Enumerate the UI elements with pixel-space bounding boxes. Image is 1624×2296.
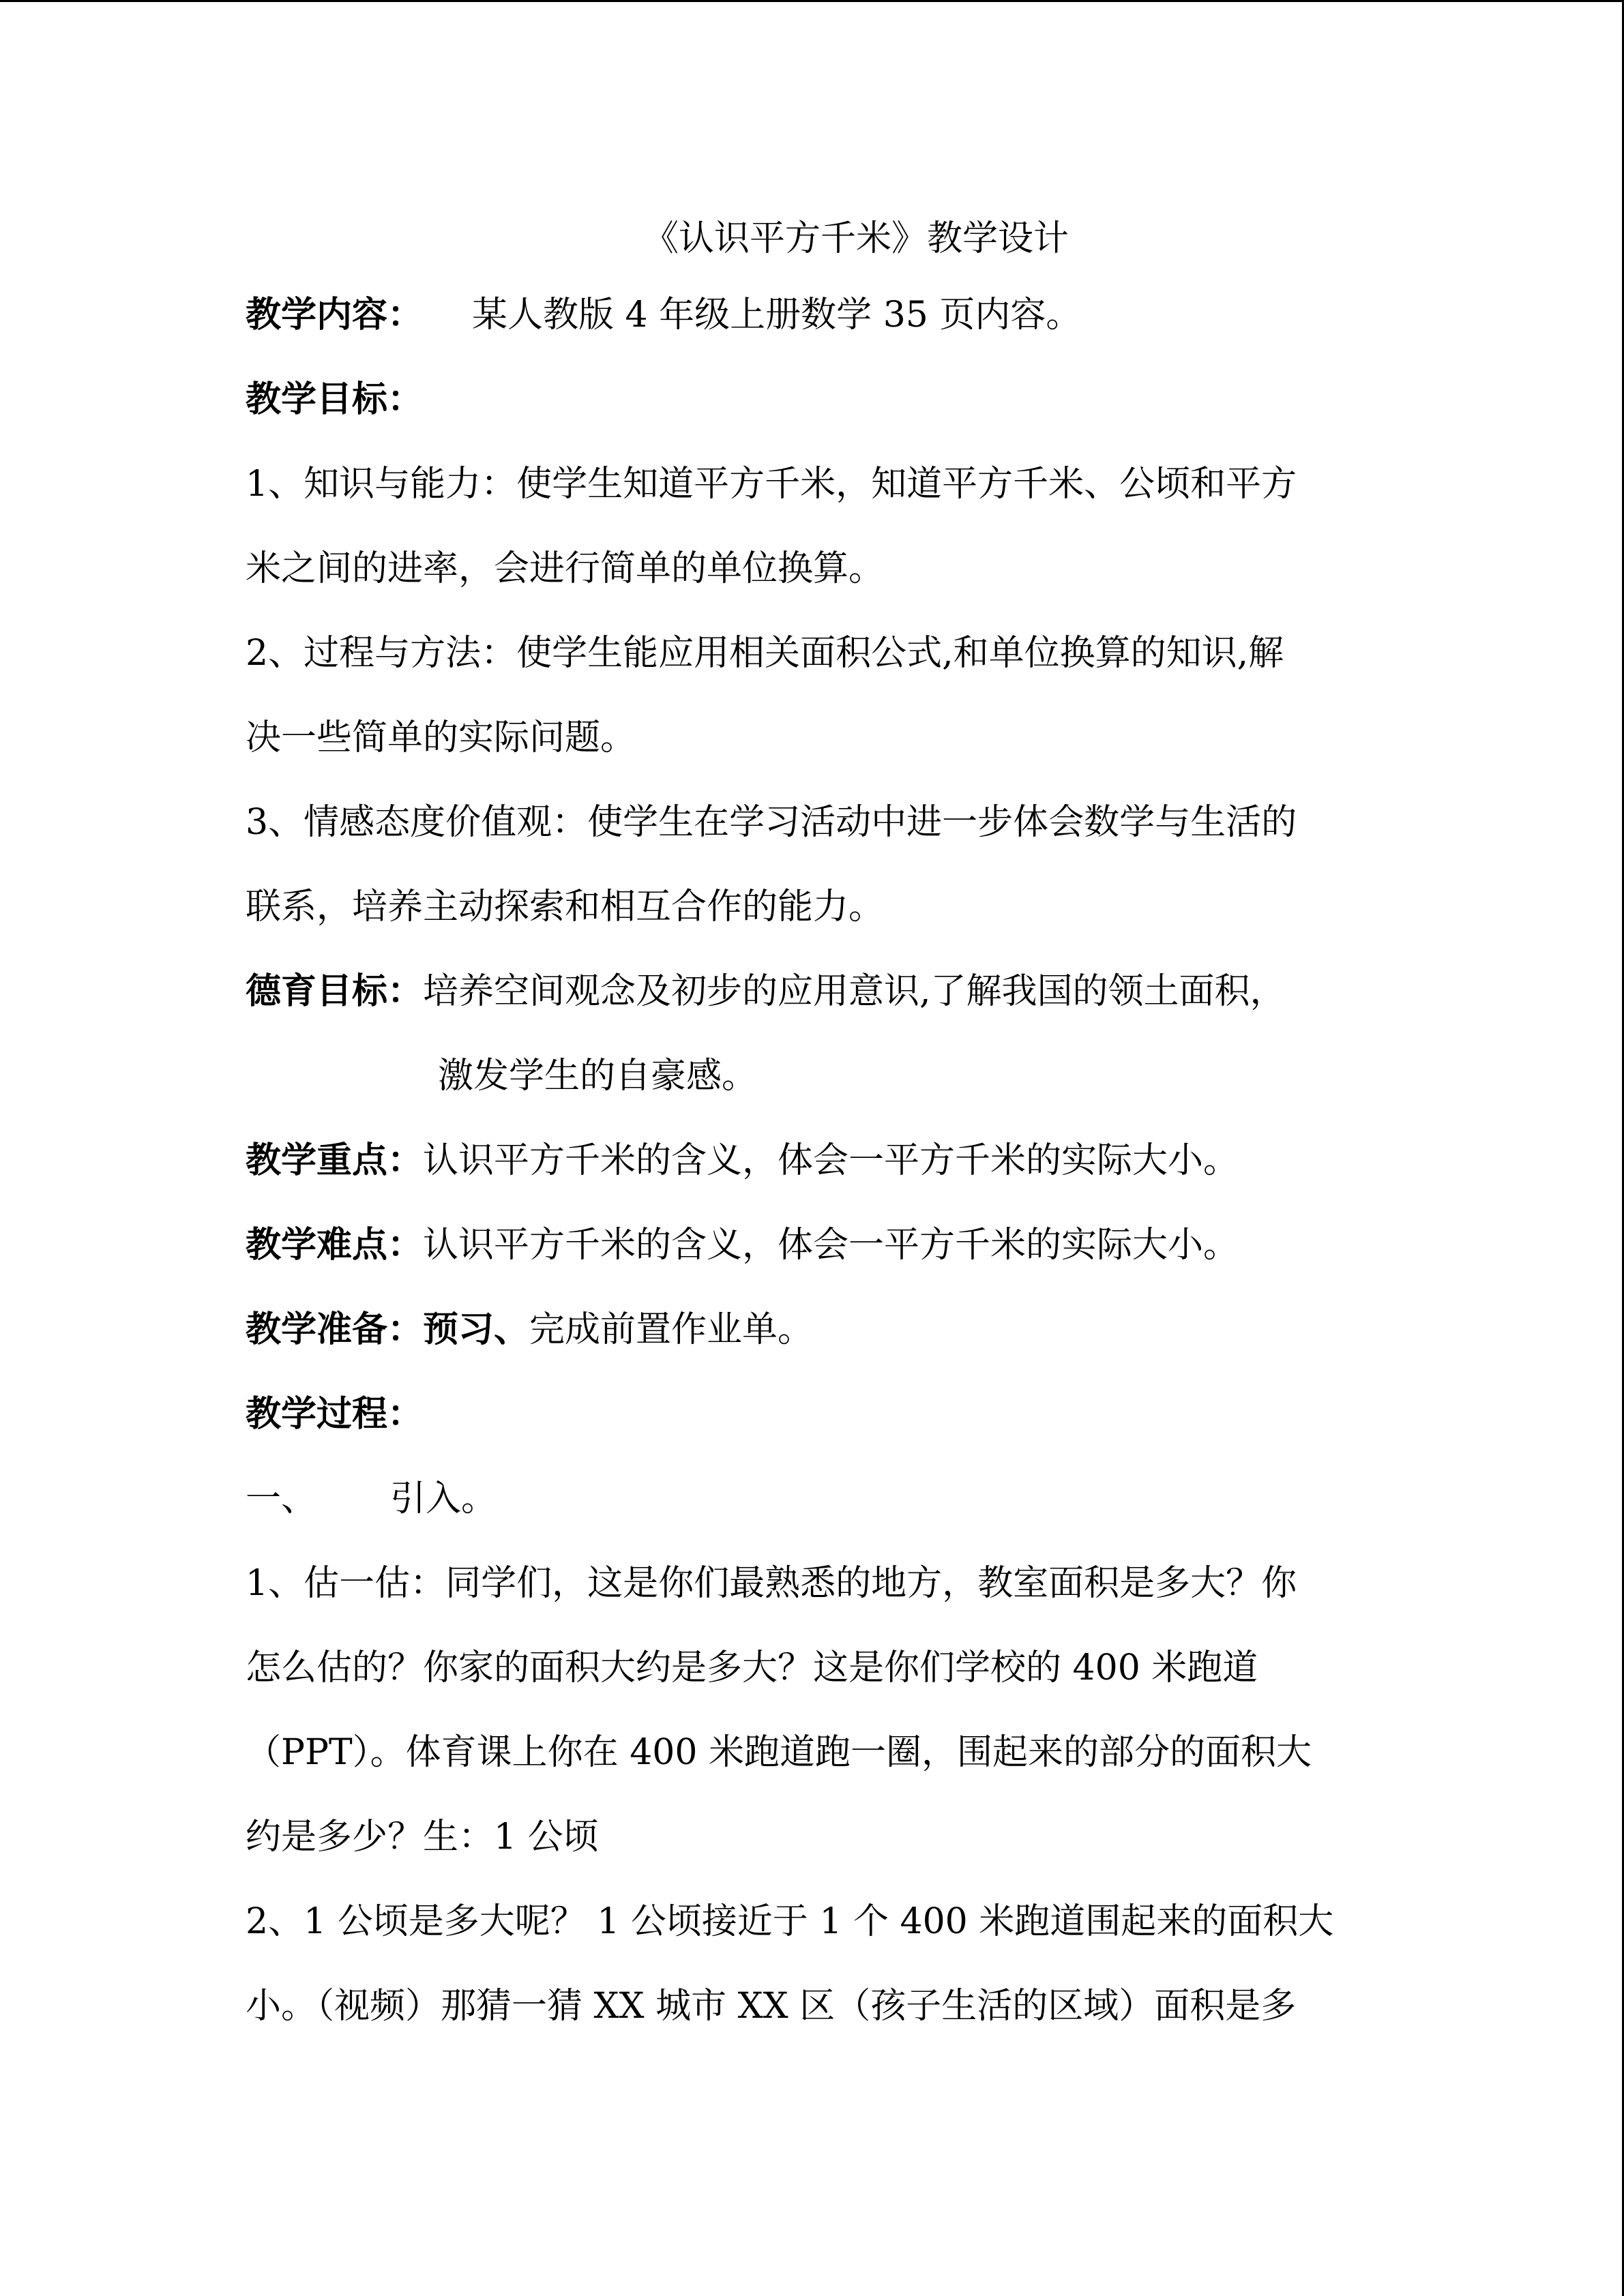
key-point-text: 认识平方千米的含义，体会一平方千米的实际大小。 (423, 1140, 1239, 1181)
paragraph-2-line-1: 2、1 公顷是多大呢？ 1 公顷接近于 1 个 400 米跑道围起来的面积大 (246, 1901, 1334, 1942)
objective-1-line-2: 米之间的进率，会进行简单的单位换算。 (246, 548, 885, 589)
difficulty-text: 认识平方千米的含义，体会一平方千米的实际大小。 (423, 1225, 1239, 1266)
process-label: 教学过程： (246, 1394, 424, 1435)
document-page (246, 205, 1385, 2048)
objectives-label: 教学目标： (246, 379, 424, 420)
paragraph-1-line-1: 1、估一估：同学们，这是你们最熟悉的地方，教室面积是多大？你 (246, 1563, 1297, 1604)
key-point-line (246, 1118, 1385, 1203)
preparation-label: 教学准备： (246, 1309, 424, 1350)
objective-1-line-1: 1、知识与能力：使学生知道平方千米，知道平方千米、公顷和平方 (246, 464, 1297, 505)
preparation-bold-text: 预习、 (423, 1309, 530, 1350)
moral-objective-line-1 (246, 949, 1385, 1034)
objectives-heading (246, 357, 1385, 442)
difficulty-label: 教学难点： (246, 1225, 424, 1266)
objective-2-line-2: 决一些简单的实际问题。 (246, 717, 636, 758)
paragraph-1-line-2: 怎么估的？你家的面积大约是多大？这是你们学校的 400 米跑道 (246, 1648, 1258, 1688)
content-line (246, 273, 1385, 357)
section-1-number: 一、 (246, 1478, 317, 1519)
objective-3-line-1: 3、情感态度价值观：使学生在学习活动中进一步体会数学与生活的 (246, 802, 1297, 843)
paragraph-1-line-4: 约是多少？生：1 公顷 (246, 1817, 599, 1858)
objective-2-line-1: 2、过程与方法：使学生能应用相关面积公式,和单位换算的知识,解 (246, 633, 1284, 674)
document-title: 《认识平方千米》教学设计 (643, 218, 1069, 259)
moral-text-1: 培养空间观念及初步的应用意识,了解我国的领土面积， (423, 971, 1286, 1012)
process-heading (246, 1372, 1385, 1457)
paragraph-1-line-3: （PPT）。体育课上你在 400 米跑道跑一圈，围起来的部分的面积大 (246, 1732, 1312, 1773)
moral-objective-line-2: 激发学生的自豪感。 (438, 1056, 758, 1097)
moral-label: 德育目标： (246, 971, 424, 1012)
top-border-line (0, 0, 1624, 2)
section-1-title: 引入。 (390, 1478, 497, 1519)
preparation-text: 完成前置作业单。 (529, 1309, 814, 1350)
content-text: 某人教版 4 年级上册数学 35 页内容。 (472, 295, 1082, 336)
preparation-line (246, 1287, 1385, 1372)
key-point-label: 教学重点： (246, 1140, 424, 1181)
paragraph-2-line-2: 小。（视频）那猜一猜 XX 城市 XX 区（孩子生活的区域）面积是多 (246, 1986, 1297, 2027)
content-label: 教学内容： (246, 295, 424, 336)
section-1-heading (246, 1457, 1385, 1541)
difficulty-line (246, 1203, 1385, 1287)
objective-3-line-2: 联系，培养主动探索和相互合作的能力。 (246, 886, 885, 927)
